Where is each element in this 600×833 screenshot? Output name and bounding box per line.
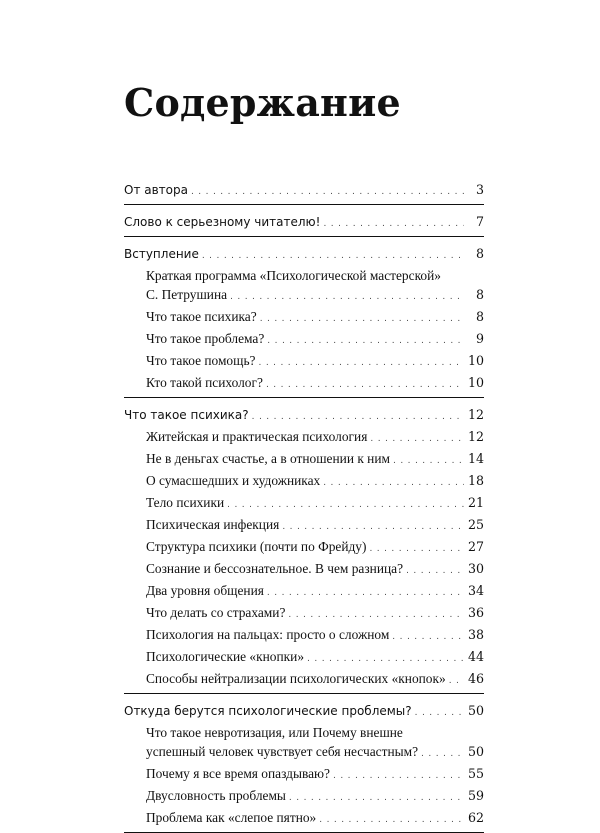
dot-leader — [260, 310, 464, 329]
dot-leader — [319, 811, 464, 830]
toc-subentry[interactable] — [124, 808, 484, 830]
toc-subentry-title: Психология на пальцах: просто о сложном — [146, 627, 390, 642]
dot-leader — [307, 650, 464, 669]
toc-subentry-page-number: 50 — [467, 744, 484, 759]
toc-subentry-page-number: 27 — [467, 539, 484, 554]
dot-leader — [406, 562, 464, 581]
toc-section — [124, 244, 484, 398]
toc-subentry-title: Что такое проблема? — [146, 331, 265, 346]
toc-subentry-page-number: 44 — [467, 649, 484, 664]
dot-leader — [230, 288, 464, 307]
toc-subentry[interactable] — [124, 471, 484, 493]
toc-chapter-entry-page-number: 8 — [475, 246, 484, 261]
toc-subentry-page-number: 36 — [467, 605, 484, 620]
toc-subentry-title: О сумасшедших и художниках — [146, 473, 321, 488]
toc-subentry[interactable] — [124, 603, 484, 625]
toc-subentry-title: Тело психики — [146, 495, 225, 510]
toc-subentry[interactable] — [124, 351, 484, 373]
toc-subentry-title: Психологические «кнопки» — [146, 649, 305, 664]
toc-subentry-page-number: 25 — [467, 517, 484, 532]
dot-leader — [370, 430, 464, 449]
toc-chapter-entry-title: От автора — [124, 183, 188, 197]
toc-subentry[interactable] — [124, 764, 484, 786]
toc-subentry-page-number: 62 — [467, 810, 484, 825]
toc-subentry-page-number: 12 — [467, 429, 484, 444]
toc-chapter-entry[interactable] — [124, 180, 484, 202]
toc-subentry-page-number: 46 — [467, 671, 484, 686]
dot-leader — [202, 247, 464, 266]
toc-subentry[interactable] — [124, 625, 484, 647]
toc-subentry-title: Способы нейтрализации психологических «кнопок» — [146, 671, 446, 686]
toc-subentry-title: Два уровня общения — [146, 583, 264, 598]
toc-chapter-entry[interactable] — [124, 405, 484, 427]
toc-subentry[interactable] — [124, 449, 484, 471]
dot-leader — [323, 474, 464, 493]
toc-subentry-page-number: 21 — [467, 495, 484, 510]
toc-subentry-title: Что такое психика? — [146, 309, 257, 324]
toc-subentry[interactable] — [124, 537, 484, 559]
toc-section — [124, 212, 484, 237]
toc-section — [124, 701, 484, 833]
toc-subentry[interactable] — [124, 493, 484, 515]
toc-subentry-page-number: 10 — [467, 375, 484, 390]
dot-leader — [252, 408, 464, 427]
toc-chapter-entry-page-number: 3 — [475, 182, 484, 197]
toc-subentry[interactable] — [124, 427, 484, 449]
toc-subentry-title: Что делать со страхами? — [146, 605, 286, 620]
toc-subentry[interactable] — [124, 285, 484, 307]
toc-entry-first-line: Что такое невротизация, или Почему внешне — [146, 725, 403, 740]
dot-leader — [369, 540, 464, 559]
toc-subentry[interactable] — [124, 559, 484, 581]
toc-subentry-page-number: 10 — [467, 353, 484, 368]
dot-leader — [288, 606, 464, 625]
toc-chapter-entry[interactable] — [124, 212, 484, 234]
toc-subentry-page-number: 9 — [475, 331, 484, 346]
dot-leader — [227, 496, 464, 515]
dot-leader — [421, 745, 464, 764]
toc-subentry[interactable] — [124, 581, 484, 603]
toc-chapter-entry[interactable] — [124, 244, 484, 266]
toc-subentry-page-number: 8 — [475, 309, 484, 324]
dot-leader — [393, 452, 464, 471]
toc-subentry-title: Сознание и бессознательное. В чем разница? — [146, 561, 404, 576]
toc-section — [124, 180, 484, 205]
dot-leader — [392, 628, 464, 647]
toc-subentry-title: С. Петрушина — [146, 287, 228, 302]
dot-leader — [333, 767, 464, 786]
toc-subentry-title: Двусловность проблемы — [146, 788, 286, 803]
dot-leader — [323, 215, 464, 234]
toc-subentry-title: Психическая инфекция — [146, 517, 280, 532]
toc-chapter-entry-page-number: 7 — [475, 214, 484, 229]
toc-chapter-entry-title: Откуда берутся психологические проблемы? — [124, 704, 412, 718]
toc-subentry-page-number: 8 — [475, 287, 484, 302]
toc-subentry-title: Что такое помощь? — [146, 353, 256, 368]
toc-chapter-entry-title: Вступление — [124, 247, 199, 261]
dot-leader — [266, 376, 464, 395]
toc-subentry[interactable] — [124, 669, 484, 691]
page-title: Содержание — [124, 80, 401, 125]
table-of-contents — [124, 180, 484, 833]
dot-leader — [191, 183, 464, 202]
toc-subentry-page-number: 30 — [467, 561, 484, 576]
toc-subentry-title: Житейская и практическая психология — [146, 429, 368, 444]
toc-subentry[interactable] — [124, 329, 484, 351]
toc-subentry[interactable] — [124, 647, 484, 669]
toc-subentry-page-number: 55 — [467, 766, 484, 781]
toc-subentry-page-number: 38 — [467, 627, 484, 642]
toc-subentry-page-number: 59 — [467, 788, 484, 803]
toc-subentry-title: Проблема как «слепое пятно» — [146, 810, 317, 825]
toc-subentry-page-number: 34 — [467, 583, 484, 598]
toc-subentry[interactable] — [124, 307, 484, 329]
toc-chapter-entry-page-number: 50 — [467, 703, 484, 718]
toc-subentry[interactable] — [124, 742, 484, 764]
toc-subentry-title: Кто такой психолог? — [146, 375, 263, 390]
toc-subentry-title: Структура психики (почти по Фрейду) — [146, 539, 367, 554]
toc-subentry[interactable] — [124, 786, 484, 808]
dot-leader — [289, 789, 464, 808]
toc-subentry-title: Не в деньгах счастье, а в отношении к ним — [146, 451, 390, 466]
toc-subentry-title: Почему я все время опаздываю? — [146, 766, 331, 781]
toc-subentry-title: успешный человек чувствует себя несчастным? — [146, 744, 419, 759]
dot-leader — [267, 584, 464, 603]
dot-leader — [449, 672, 464, 691]
dot-leader — [282, 518, 464, 537]
toc-chapter-entry-title: Слово к серьезному читателю! — [124, 215, 321, 229]
toc-entry-first-line: Краткая программа «Психологической мастерской» — [146, 268, 441, 283]
toc-chapter-entry-page-number: 12 — [467, 407, 484, 422]
toc-subentry-page-number: 18 — [467, 473, 484, 488]
toc-section — [124, 405, 484, 694]
dot-leader — [415, 704, 464, 723]
toc-subentry[interactable] — [124, 515, 484, 537]
toc-chapter-entry[interactable] — [124, 701, 484, 723]
dot-leader — [259, 354, 464, 373]
toc-subentry[interactable] — [124, 373, 484, 395]
toc-chapter-entry-title: Что такое психика? — [124, 408, 249, 422]
dot-leader — [267, 332, 464, 351]
toc-subentry-page-number: 14 — [467, 451, 484, 466]
